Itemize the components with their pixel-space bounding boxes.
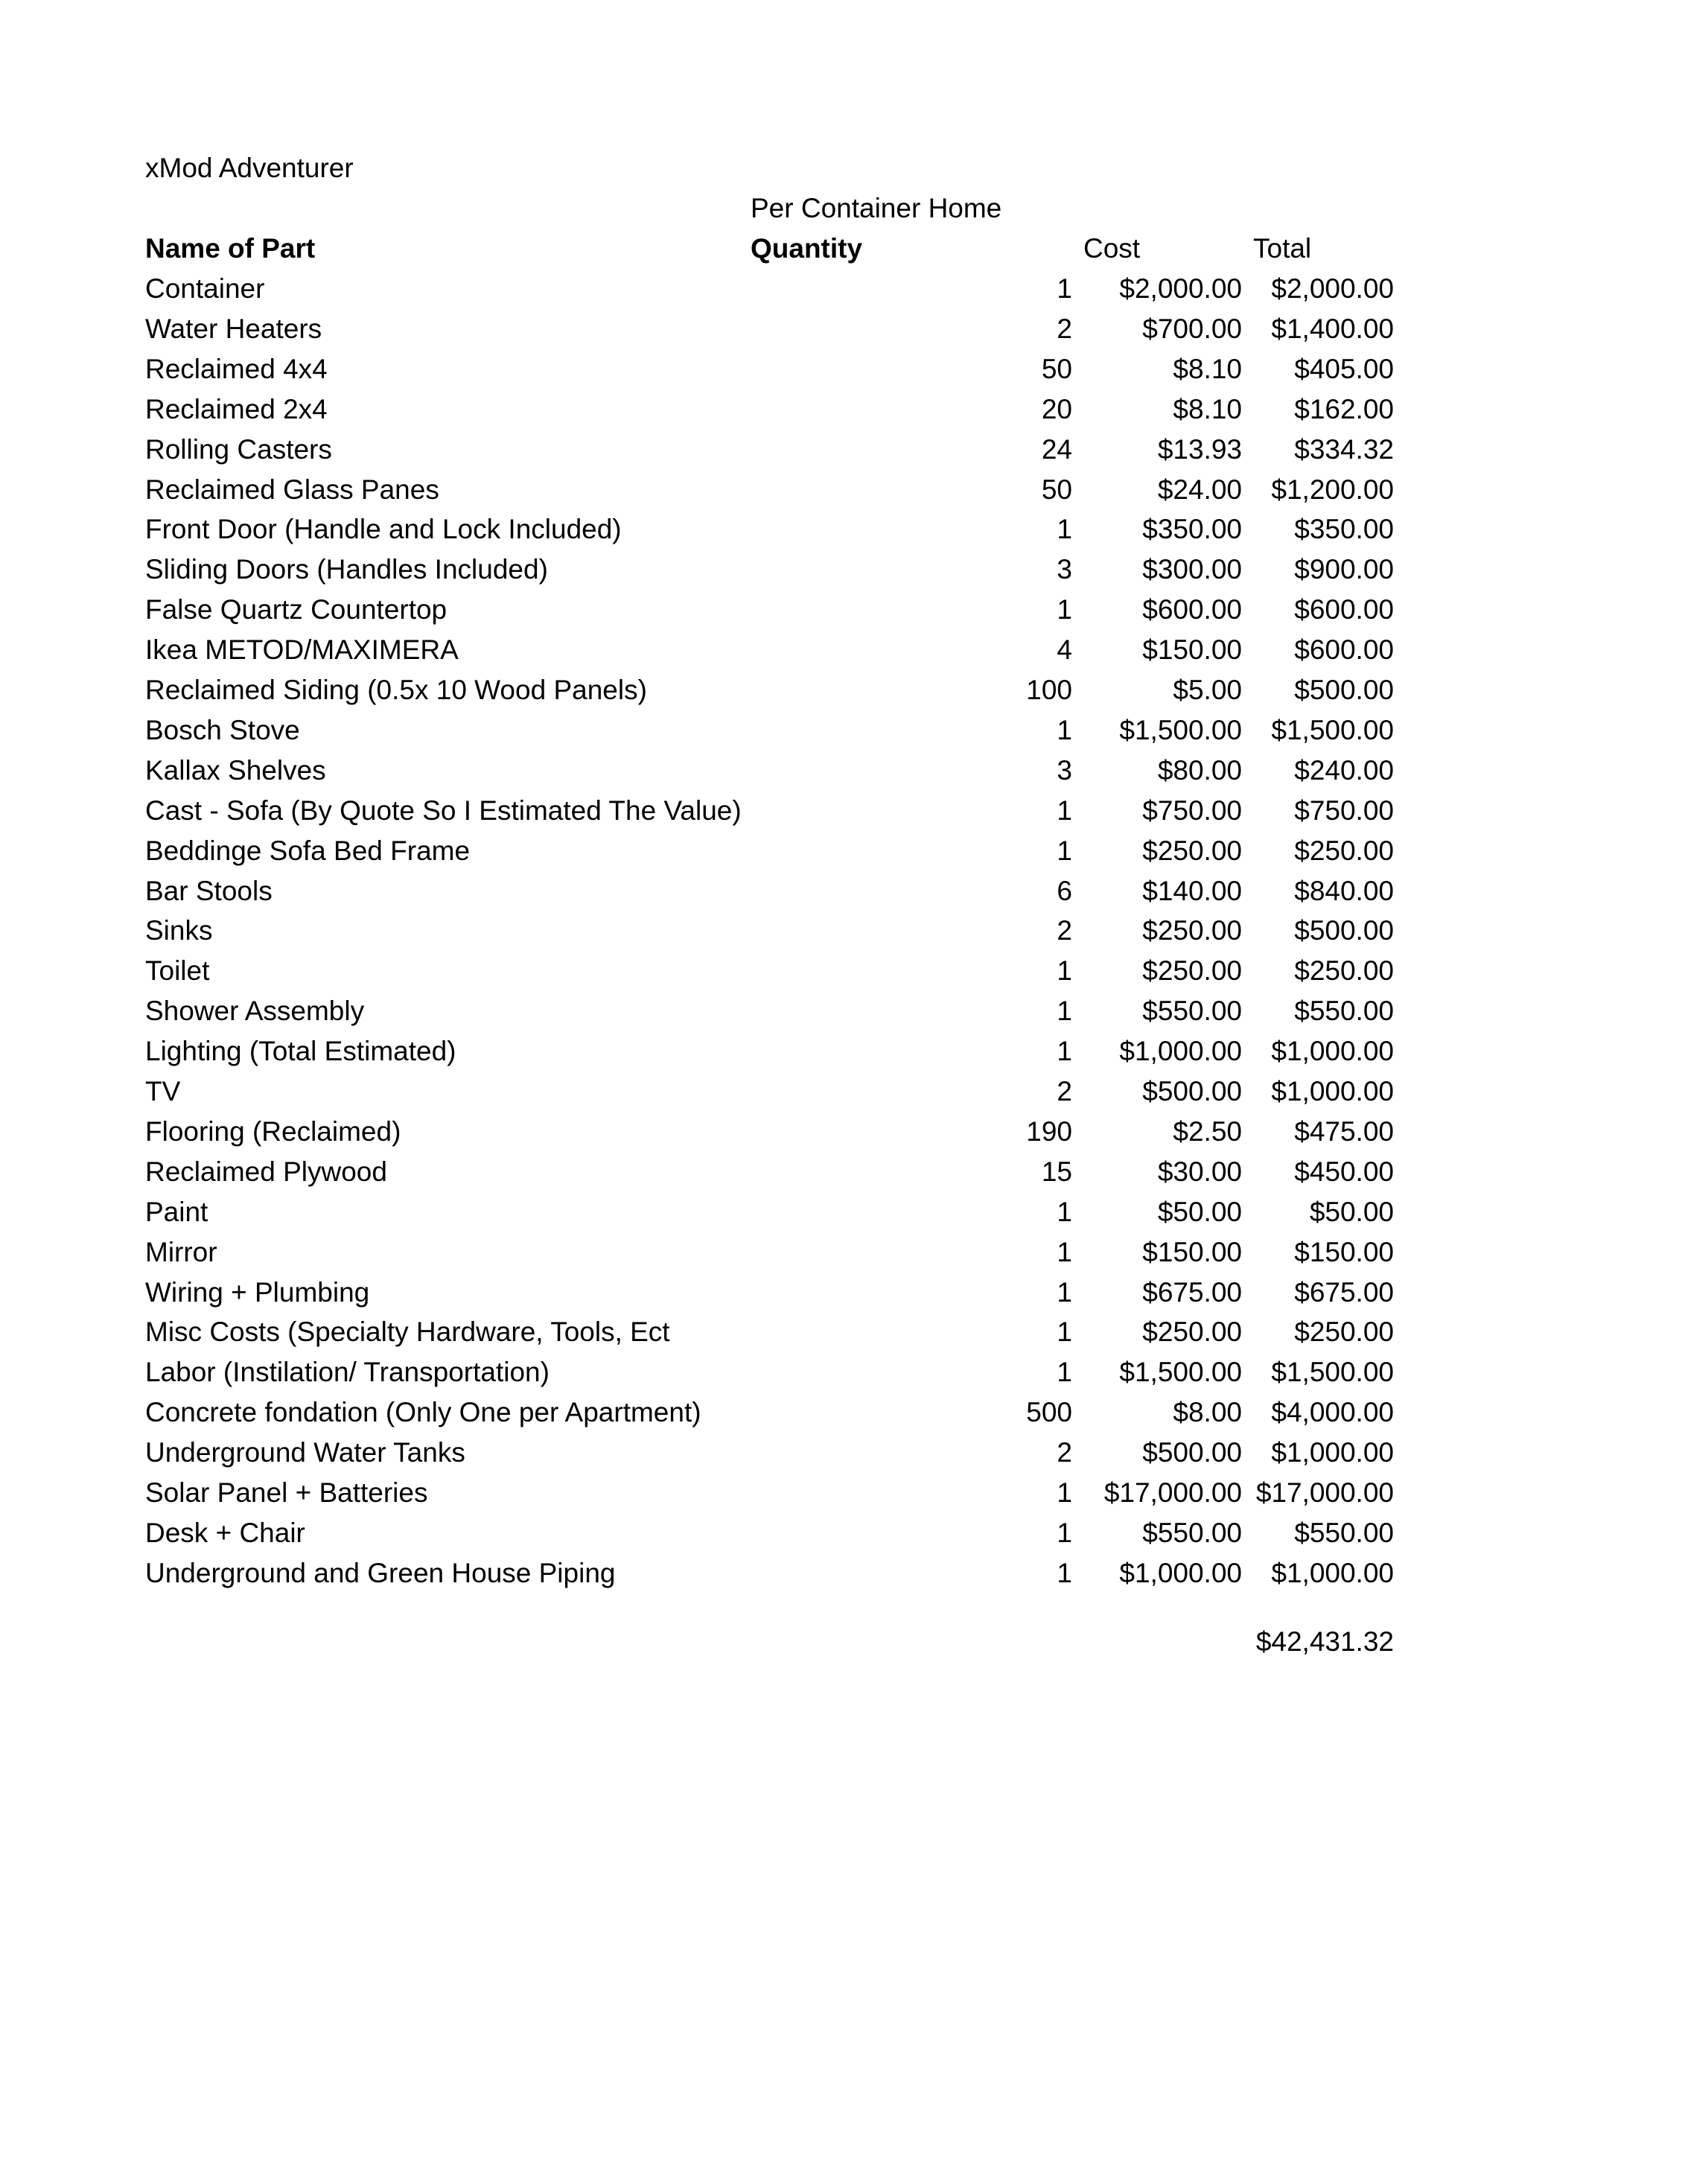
part-cost: $700.00 bbox=[1142, 313, 1242, 344]
header-total: Total bbox=[1253, 233, 1312, 264]
part-total: $450.00 bbox=[1294, 1156, 1394, 1187]
grand-total: $42,431.32 bbox=[1255, 1626, 1394, 1657]
table-row bbox=[0, 914, 1688, 954]
part-name: Front Door (Handle and Lock Included) bbox=[145, 514, 622, 545]
part-name: Reclaimed 2x4 bbox=[145, 393, 328, 424]
part-quantity: 100 bbox=[1026, 675, 1072, 705]
part-cost: $350.00 bbox=[1142, 514, 1242, 545]
part-name: Mirror bbox=[145, 1236, 217, 1267]
table-row bbox=[0, 1235, 1688, 1276]
part-cost: $250.00 bbox=[1142, 915, 1242, 946]
part-quantity: 20 bbox=[1041, 393, 1072, 424]
part-cost: $500.00 bbox=[1142, 1437, 1242, 1468]
table-row bbox=[0, 633, 1688, 673]
part-cost: $750.00 bbox=[1142, 795, 1242, 826]
part-quantity: 3 bbox=[1057, 754, 1072, 786]
part-quantity: 1 bbox=[1057, 1036, 1072, 1067]
part-total: $150.00 bbox=[1294, 1236, 1394, 1267]
part-total: $1,200.00 bbox=[1271, 474, 1394, 505]
part-cost: $150.00 bbox=[1142, 634, 1242, 666]
part-quantity: 1 bbox=[1057, 1317, 1072, 1348]
table-row bbox=[0, 954, 1688, 994]
part-quantity: 1 bbox=[1057, 1196, 1072, 1227]
part-name: Water Heaters bbox=[145, 313, 322, 344]
table-row bbox=[0, 553, 1688, 593]
part-name: Container bbox=[145, 273, 265, 304]
part-total: $1,400.00 bbox=[1271, 313, 1394, 344]
table-row bbox=[0, 1436, 1688, 1476]
part-quantity: 2 bbox=[1057, 1076, 1072, 1107]
table-row bbox=[0, 272, 1688, 312]
part-name: Sliding Doors (Handles Included) bbox=[145, 554, 548, 585]
part-quantity: 1 bbox=[1057, 1477, 1072, 1508]
header-name-of-part: Name of Part bbox=[145, 233, 316, 264]
table-header-row bbox=[0, 232, 1688, 272]
part-name: TV bbox=[145, 1076, 181, 1107]
table-row bbox=[0, 713, 1688, 754]
part-name: Bar Stools bbox=[145, 875, 273, 906]
part-quantity: 50 bbox=[1041, 353, 1072, 384]
table-row bbox=[0, 754, 1688, 794]
part-cost: $80.00 bbox=[1157, 754, 1242, 786]
part-quantity: 1 bbox=[1057, 835, 1072, 866]
table-row bbox=[0, 352, 1688, 392]
per-container-home-label: Per Container Home bbox=[751, 193, 1002, 223]
part-name: Wiring + Plumbing bbox=[145, 1276, 370, 1308]
part-total: $250.00 bbox=[1294, 1317, 1394, 1348]
part-name: Underground Water Tanks bbox=[145, 1437, 465, 1468]
part-name: Concrete fondation (Only One per Apartment) bbox=[145, 1397, 701, 1428]
part-total: $17,000.00 bbox=[1255, 1477, 1394, 1508]
part-name: Underground and Green House Piping bbox=[145, 1557, 616, 1588]
part-total: $1,500.00 bbox=[1271, 714, 1394, 745]
table-row bbox=[0, 794, 1688, 834]
table-row bbox=[0, 834, 1688, 874]
table-row bbox=[0, 994, 1688, 1034]
part-cost: $600.00 bbox=[1142, 594, 1242, 625]
table-row bbox=[0, 392, 1688, 433]
table-row bbox=[0, 312, 1688, 352]
part-quantity: 2 bbox=[1057, 1437, 1072, 1468]
part-name: Reclaimed 4x4 bbox=[145, 353, 328, 384]
part-cost: $675.00 bbox=[1142, 1276, 1242, 1308]
header-cost: Cost bbox=[1083, 233, 1141, 264]
part-name: Bosch Stove bbox=[145, 714, 300, 745]
part-total: $405.00 bbox=[1294, 353, 1394, 384]
header-quantity: Quantity bbox=[751, 233, 863, 264]
part-cost: $24.00 bbox=[1157, 474, 1242, 505]
part-name: Cast - Sofa (By Quote So I Estimated The Value) bbox=[145, 795, 742, 826]
part-quantity: 24 bbox=[1041, 433, 1072, 465]
table-row bbox=[0, 1395, 1688, 1436]
part-cost: $5.00 bbox=[1173, 675, 1242, 705]
part-cost: $500.00 bbox=[1142, 1076, 1242, 1107]
part-quantity: 500 bbox=[1026, 1397, 1072, 1428]
document-title: xMod Adventurer bbox=[145, 153, 354, 183]
part-cost: $550.00 bbox=[1142, 1517, 1242, 1548]
part-name: Lighting (Total Estimated) bbox=[145, 1036, 456, 1067]
part-cost: $550.00 bbox=[1142, 996, 1242, 1027]
part-total: $500.00 bbox=[1294, 915, 1394, 946]
part-total: $550.00 bbox=[1294, 996, 1394, 1027]
part-total: $675.00 bbox=[1294, 1276, 1394, 1308]
part-quantity: 2 bbox=[1057, 915, 1072, 946]
part-cost: $8.10 bbox=[1173, 353, 1242, 384]
table-row bbox=[0, 1355, 1688, 1395]
part-cost: $1,500.00 bbox=[1119, 714, 1242, 745]
part-name: Reclaimed Siding (0.5x 10 Wood Panels) bbox=[145, 675, 647, 705]
part-name: Labor (Instilation/ Transportation) bbox=[145, 1357, 550, 1388]
table-row bbox=[0, 512, 1688, 553]
table-row bbox=[0, 1155, 1688, 1195]
part-total: $475.00 bbox=[1294, 1115, 1394, 1147]
part-cost: $50.00 bbox=[1157, 1196, 1242, 1227]
table-row bbox=[0, 1556, 1688, 1596]
part-quantity: 1 bbox=[1057, 273, 1072, 304]
table-row bbox=[0, 433, 1688, 473]
part-cost: $250.00 bbox=[1142, 1317, 1242, 1348]
part-quantity: 1 bbox=[1057, 996, 1072, 1027]
part-total: $600.00 bbox=[1294, 594, 1394, 625]
part-quantity: 1 bbox=[1057, 594, 1072, 625]
table-row bbox=[0, 1516, 1688, 1556]
part-total: $4,000.00 bbox=[1271, 1397, 1394, 1428]
part-name: Paint bbox=[145, 1196, 208, 1227]
part-cost: $1,500.00 bbox=[1119, 1357, 1242, 1388]
table-row bbox=[0, 1115, 1688, 1155]
table-row bbox=[0, 1034, 1688, 1075]
part-quantity: 1 bbox=[1057, 795, 1072, 826]
part-cost: $2.50 bbox=[1173, 1115, 1242, 1147]
part-cost: $30.00 bbox=[1157, 1156, 1242, 1187]
part-quantity: 190 bbox=[1026, 1115, 1072, 1147]
part-total: $334.32 bbox=[1294, 433, 1394, 465]
part-name: Flooring (Reclaimed) bbox=[145, 1115, 401, 1147]
part-cost: $250.00 bbox=[1142, 835, 1242, 866]
part-name: Beddinge Sofa Bed Frame bbox=[145, 835, 471, 866]
part-total: $240.00 bbox=[1294, 754, 1394, 786]
part-quantity: 1 bbox=[1057, 1557, 1072, 1588]
part-quantity: 50 bbox=[1041, 474, 1072, 505]
part-quantity: 15 bbox=[1041, 1156, 1072, 1187]
part-quantity: 1 bbox=[1057, 1517, 1072, 1548]
part-quantity: 6 bbox=[1057, 875, 1072, 906]
part-cost: $8.10 bbox=[1173, 393, 1242, 424]
part-total: $600.00 bbox=[1294, 634, 1394, 666]
part-cost: $140.00 bbox=[1142, 875, 1242, 906]
part-quantity: 2 bbox=[1057, 313, 1072, 344]
table-row bbox=[0, 673, 1688, 713]
part-name: Shower Assembly bbox=[145, 996, 365, 1027]
part-name: Ikea METOD/MAXIMERA bbox=[145, 634, 459, 666]
part-total: $50.00 bbox=[1309, 1196, 1394, 1227]
table-row bbox=[0, 1476, 1688, 1516]
part-quantity: 1 bbox=[1057, 1276, 1072, 1308]
part-total: $162.00 bbox=[1294, 393, 1394, 424]
part-total: $250.00 bbox=[1294, 835, 1394, 866]
table-row bbox=[0, 1315, 1688, 1355]
part-quantity: 3 bbox=[1057, 554, 1072, 585]
part-cost: $2,000.00 bbox=[1119, 273, 1242, 304]
part-name: Kallax Shelves bbox=[145, 754, 326, 786]
part-quantity: 1 bbox=[1057, 714, 1072, 745]
part-total: $550.00 bbox=[1294, 1517, 1394, 1548]
part-name: False Quartz Countertop bbox=[145, 594, 448, 625]
part-total: $750.00 bbox=[1294, 795, 1394, 826]
part-name: Solar Panel + Batteries bbox=[145, 1477, 428, 1508]
part-total: $1,000.00 bbox=[1271, 1076, 1394, 1107]
part-total: $2,000.00 bbox=[1271, 273, 1394, 304]
part-cost: $17,000.00 bbox=[1103, 1477, 1242, 1508]
part-quantity: 1 bbox=[1057, 1357, 1072, 1388]
part-cost: $300.00 bbox=[1142, 554, 1242, 585]
part-cost: $8.00 bbox=[1173, 1397, 1242, 1428]
part-total: $1,000.00 bbox=[1271, 1437, 1394, 1468]
part-name: Desk + Chair bbox=[145, 1517, 305, 1548]
table-row bbox=[0, 874, 1688, 914]
part-total: $350.00 bbox=[1294, 514, 1394, 545]
part-total: $840.00 bbox=[1294, 875, 1394, 906]
part-cost: $150.00 bbox=[1142, 1236, 1242, 1267]
table-row bbox=[0, 1195, 1688, 1235]
part-name: Rolling Casters bbox=[145, 433, 332, 465]
table-row bbox=[0, 593, 1688, 633]
part-name: Toilet bbox=[145, 955, 210, 987]
part-name: Reclaimed Glass Panes bbox=[145, 474, 439, 505]
part-name: Reclaimed Plywood bbox=[145, 1156, 387, 1187]
part-total: $250.00 bbox=[1294, 955, 1394, 987]
table-row bbox=[0, 473, 1688, 513]
part-cost: $250.00 bbox=[1142, 955, 1242, 987]
part-cost: $1,000.00 bbox=[1119, 1557, 1242, 1588]
part-cost: $13.93 bbox=[1157, 433, 1242, 465]
part-quantity: 4 bbox=[1057, 634, 1072, 666]
part-total: $1,000.00 bbox=[1271, 1036, 1394, 1067]
part-total: $1,500.00 bbox=[1271, 1357, 1394, 1388]
part-name: Sinks bbox=[145, 915, 213, 946]
part-quantity: 1 bbox=[1057, 1236, 1072, 1267]
part-quantity: 1 bbox=[1057, 514, 1072, 545]
part-quantity: 1 bbox=[1057, 955, 1072, 987]
part-total: $1,000.00 bbox=[1271, 1557, 1394, 1588]
part-total: $500.00 bbox=[1294, 675, 1394, 705]
part-total: $900.00 bbox=[1294, 554, 1394, 585]
part-cost: $1,000.00 bbox=[1119, 1036, 1242, 1067]
part-name: Misc Costs (Specialty Hardware, Tools, Ect bbox=[145, 1317, 670, 1348]
table-row bbox=[0, 1276, 1688, 1316]
table-row bbox=[0, 1075, 1688, 1115]
